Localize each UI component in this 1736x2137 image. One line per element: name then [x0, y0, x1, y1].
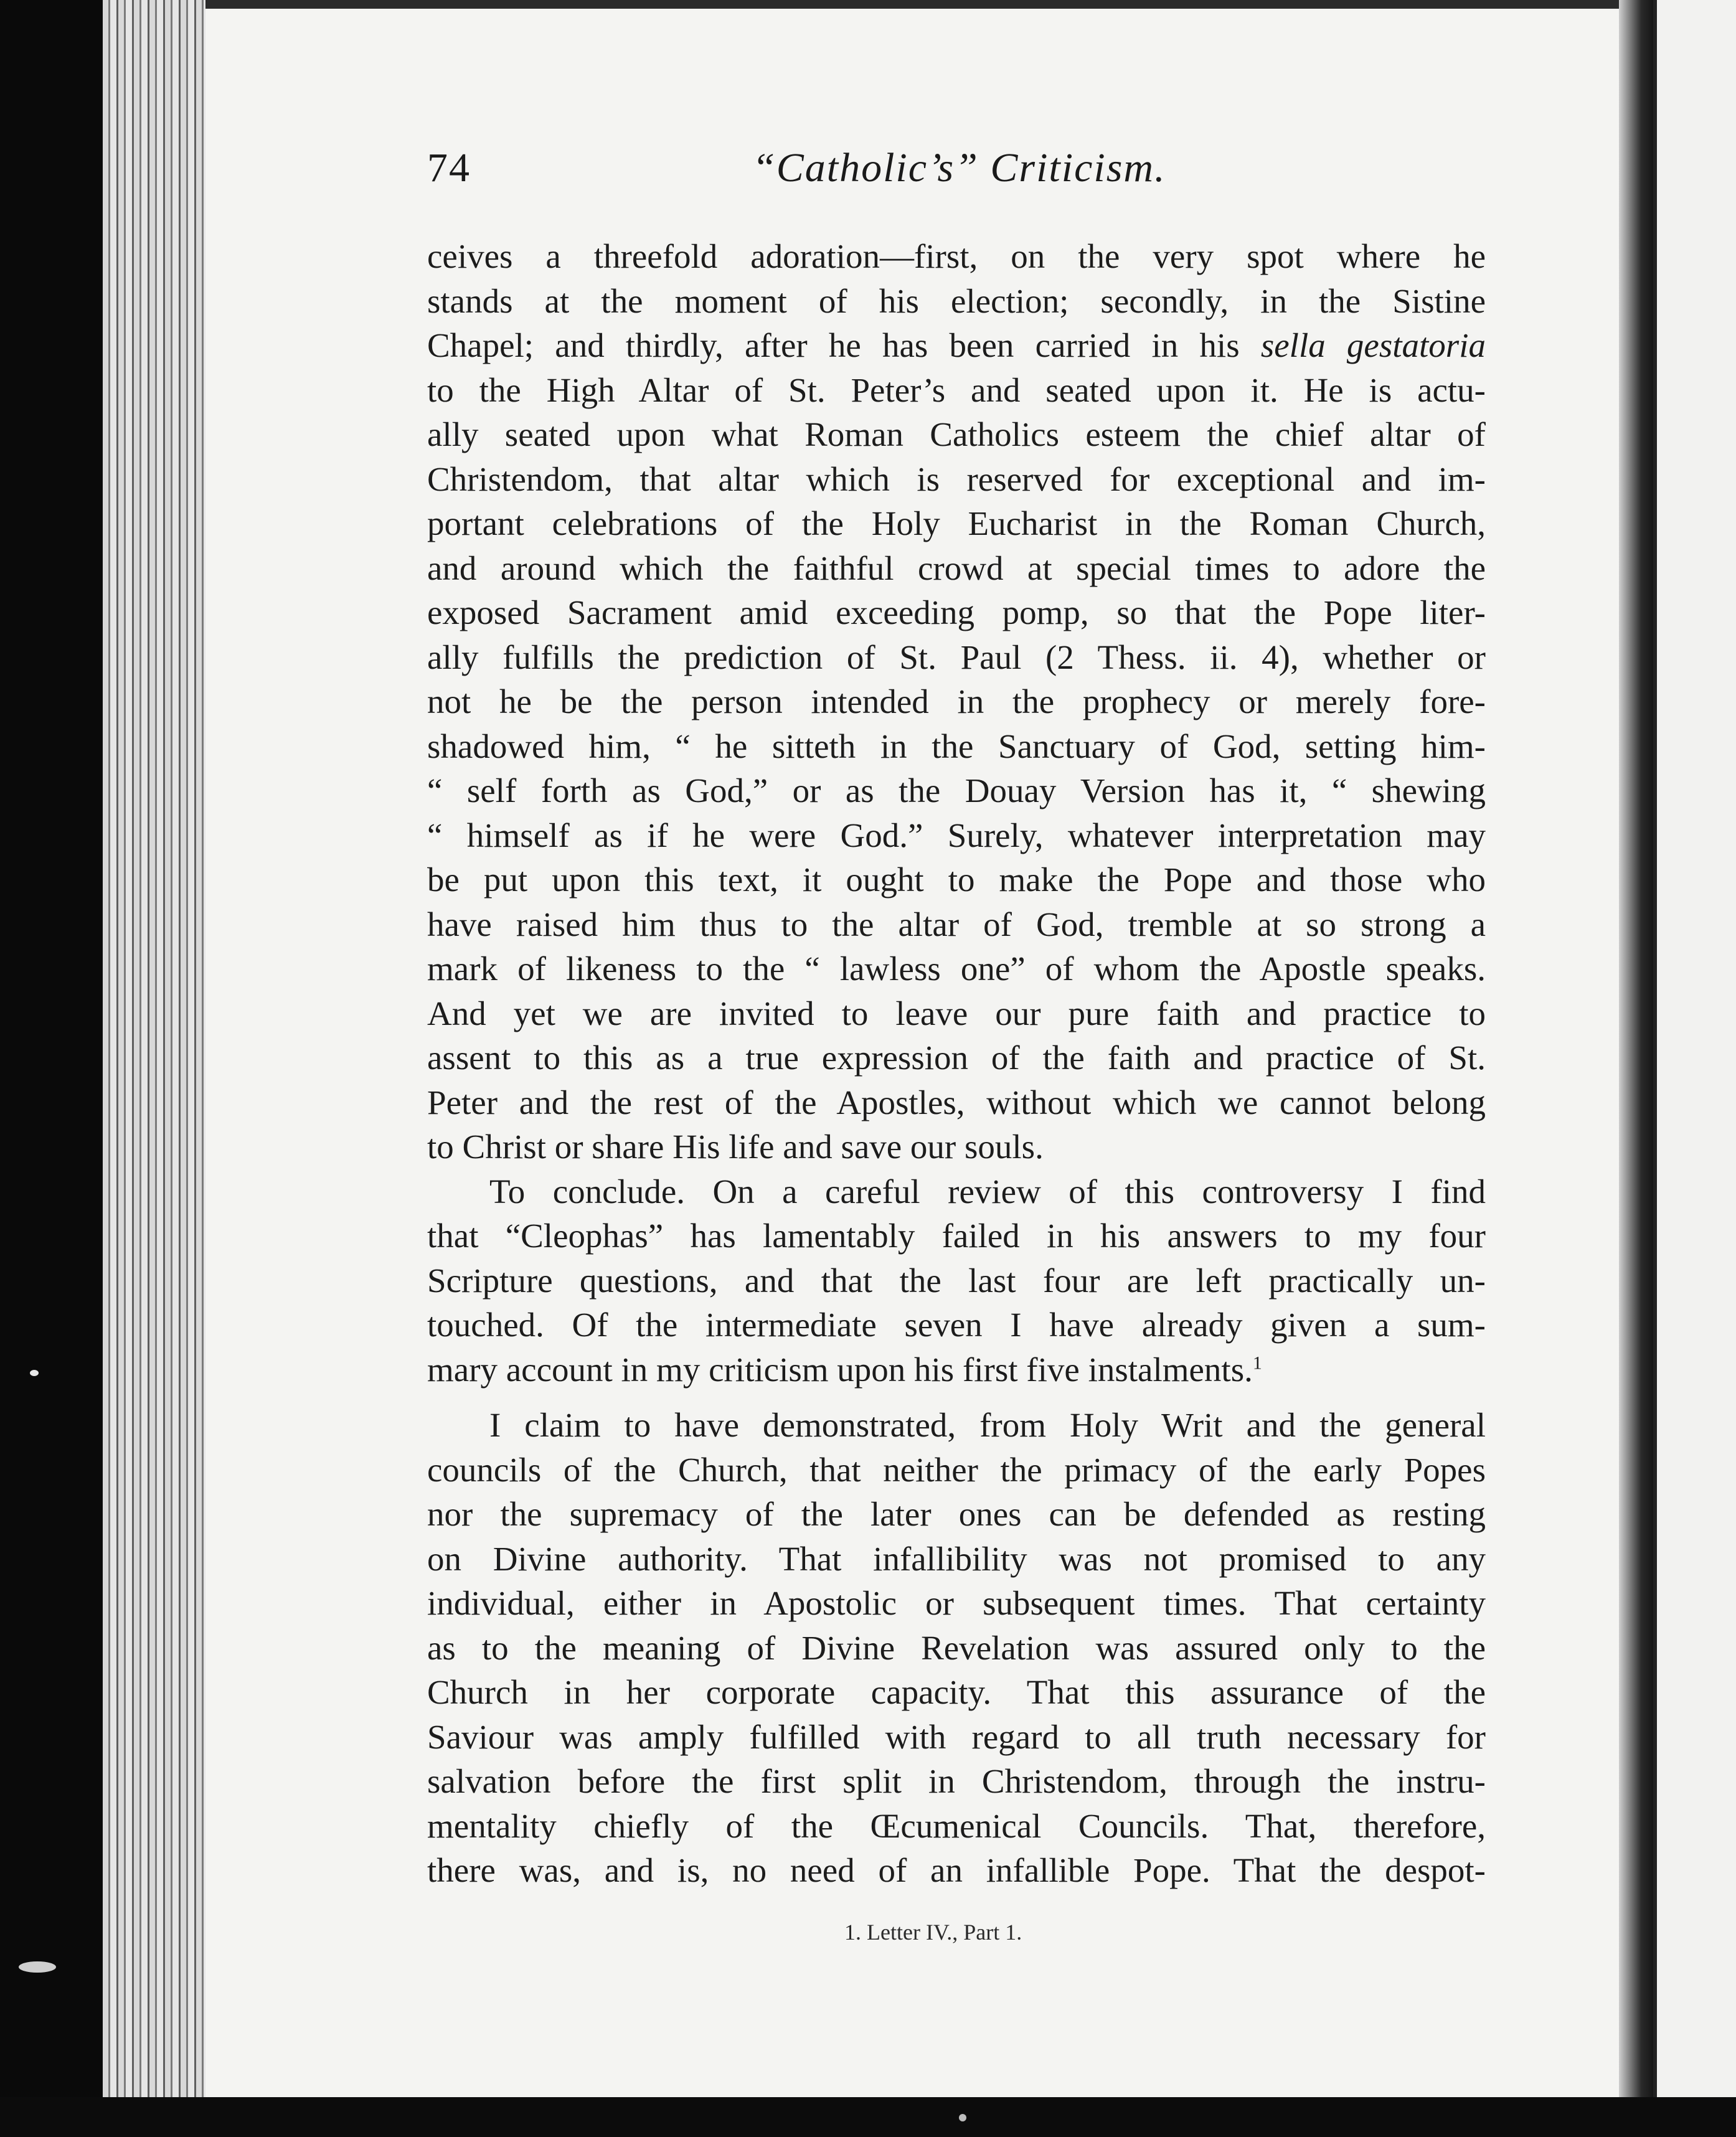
stacked-page-edges [103, 0, 208, 2098]
text-line: stands at the moment of his election; secondly, in the Sistine [427, 281, 1486, 320]
text-line: be put upon this text, it ought to make the Pope and those who [427, 861, 1486, 899]
footnote: 1. Letter IV., Part 1. [844, 1920, 1022, 1945]
scan-speck [19, 1961, 56, 1973]
text-line: touched. Of the intermediate seven I have already given a sum- [427, 1306, 1486, 1344]
scan-speck [30, 1370, 39, 1376]
text-line: I claim to have demonstrated, from Holy Writ and the general [489, 1406, 1486, 1444]
text-line: mark of likeness to the “ lawless one” of whom the Apostle speaks. [427, 950, 1486, 988]
text-line: Christendom, that altar which is reserved for exceptional and im- [427, 460, 1486, 498]
text-line: have raised him thus to the altar of God, tremble at so strong a [427, 905, 1486, 943]
text-line-segment: Chapel; and thirdly, after he has been carried in his [427, 326, 1261, 364]
text-line: individual, either in Apostolic or subsequent times. That certainty [427, 1584, 1486, 1622]
running-head: “Catholic’s” Criticism. [752, 145, 1166, 191]
facing-page-edge [1653, 0, 1736, 2098]
text-line-segment: mary account in my criticism upon his first five instalments. [427, 1350, 1253, 1389]
text-line: ally fulfills the prediction of St. Paul (2 Thess. ii. 4), whether or [427, 638, 1486, 676]
text-line: and around which the faithful crowd at special times to adore the [427, 549, 1486, 587]
text-line [427, 323, 1486, 368]
text-line [427, 1347, 1486, 1392]
text-line: salvation before the first split in Christendom, through the instru- [427, 1762, 1486, 1800]
text-line: “ himself as if he were God.” Surely, whatever interpretation may [427, 816, 1486, 854]
text-line: And yet we are invited to leave our pure faith and practice to [427, 994, 1486, 1032]
book-gutter [1619, 0, 1656, 2098]
text-line: shadowed him, “ he sitteth in the Sanctuary of God, setting him- [427, 727, 1486, 765]
text-line: Peter and the rest of the Apostles, without which we cannot belong [427, 1083, 1486, 1121]
page-header [427, 144, 1218, 194]
text-line: To conclude. On a careful review of this controversy I find [489, 1172, 1486, 1210]
text-line: portant celebrations of the Holy Eucharist in the Roman Church, [427, 504, 1486, 542]
text-line: “ self forth as God,” or as the Douay Version has it, “ shewing [427, 771, 1486, 809]
text-line: there was, and is, no need of an infallible Pope. That the despot- [427, 1851, 1486, 1889]
text-line: not he be the person intended in the prophecy or merely fore- [427, 682, 1486, 720]
text-line: as to the meaning of Divine Revelation was assured only to the [427, 1628, 1486, 1667]
body-text [427, 234, 1486, 1893]
footnote-reference: 1 [1252, 1352, 1262, 1374]
text-line: that “Cleophas” has lamentably failed in his answers to my four [427, 1217, 1486, 1255]
text-line: nor the supremacy of the later ones can be defended as resting [427, 1495, 1486, 1533]
text-line: to the High Altar of St. Peter’s and seated upon it. He is actu- [427, 370, 1486, 409]
page-number: 74 [427, 145, 471, 191]
scan-speck [959, 2114, 966, 2121]
text-line: assent to this as a true expression of the faith and practice of St. [427, 1039, 1486, 1077]
italic-phrase: sella gestatoria [1260, 326, 1486, 364]
bottom-scan-margin [0, 2097, 1736, 2137]
page-top-edge [205, 0, 1625, 9]
text-line: to Christ or share His life and save our souls. [427, 1128, 1044, 1166]
text-line: ally seated upon what Roman Catholics esteem the chief altar of [427, 415, 1486, 453]
text-line: councils of the Church, that neither the primacy of the early Popes [427, 1450, 1486, 1489]
text-line: Scripture questions, and that the last four are left practically un- [427, 1261, 1486, 1300]
text-line: exposed Sacrament amid exceeding pomp, so that the Pope liter- [427, 593, 1486, 631]
left-scan-margin [0, 0, 103, 2137]
text-line: ceives a threefold adoration—first, on the very spot where he [427, 237, 1486, 275]
text-line: on Divine authority. That infallibility was not promised to any [427, 1539, 1486, 1578]
text-line: mentality chiefly of the Œcumenical Councils. That, therefore, [427, 1806, 1486, 1845]
paragraph-gap [427, 1392, 1486, 1403]
text-line: Saviour was amply fulfilled with regard to all truth necessary for [427, 1717, 1486, 1756]
text-line: Church in her corporate capacity. That this assurance of the [427, 1673, 1486, 1711]
